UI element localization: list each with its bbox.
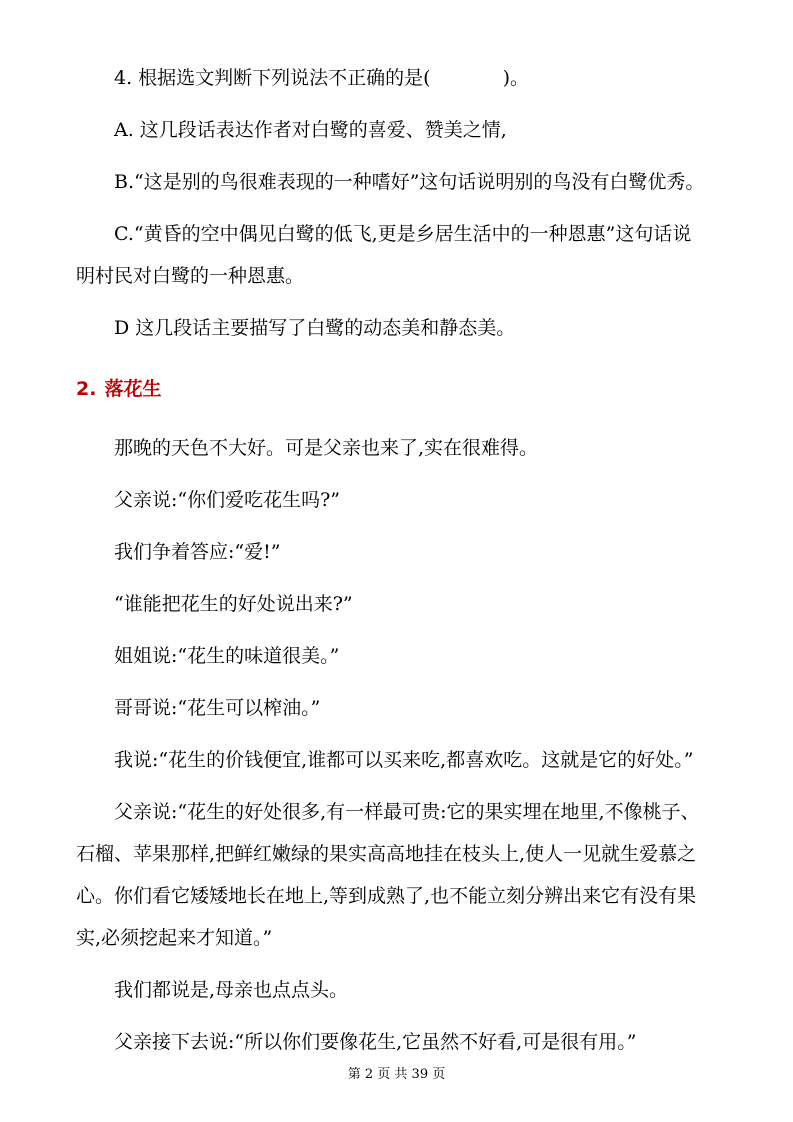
question-4-stem bbox=[114, 66, 529, 90]
paragraph-8-line1: 父亲说:“花生的好处很多,有一样最可贵:它的果实埋在地里,不像桃子、 bbox=[114, 801, 700, 823]
paragraph-8-line2: 石榴、苹果那样,把鲜红嫩绿的果实高高地挂在枝头上,使人一见就生爱慕之 bbox=[76, 843, 697, 865]
option-d: D 这几段话主要描写了白鹭的动态美和静态美。 bbox=[114, 317, 516, 339]
paragraph-8-line4: 实,必须挖起来才知道。” bbox=[76, 927, 273, 949]
paragraph-2: 父亲说:“你们爱吃花生吗?” bbox=[114, 489, 341, 511]
paragraph-6: 哥哥说:“花生可以榨油。” bbox=[114, 697, 321, 719]
section-2-title: 落花生 bbox=[104, 378, 162, 400]
question-4-stem-before: 4. 根据选文判断下列说法不正确的是( bbox=[114, 67, 431, 89]
option-c-line1: C.“黄昏的空中偶见白鹭的低飞,更是乡居生活中的一种恩惠”这句话说 bbox=[114, 223, 692, 245]
paragraph-9: 我们都说是,母亲也点点头。 bbox=[114, 979, 349, 1001]
paragraph-3: 我们争着答应:“爱!” bbox=[114, 541, 281, 563]
page-footer: 第 2 页 共 39 页 bbox=[347, 1067, 446, 1082]
paragraph-1: 那晚的天色不大好。可是父亲也来了,实在很难得。 bbox=[114, 437, 539, 459]
paragraph-10: 父亲接下去说:“所以你们要像花生,它虽然不好看,可是很有用。” bbox=[114, 1031, 637, 1053]
paragraph-8-line3: 心。你们看它矮矮地长在地上,等到成熟了,也不能立刻分辨出来它有没有果 bbox=[76, 885, 697, 907]
option-a: A. 这几段话表达作者对白鹭的喜爱、赞美之情, bbox=[114, 119, 507, 141]
paragraph-5: 姐姐说:“花生的味道很美。” bbox=[114, 645, 340, 667]
paragraph-7: 我说:“花生的价钱便宜,谁都可以买来吃,都喜欢吃。这就是它的好处。” bbox=[114, 749, 694, 771]
option-c-line2: 明村民对白鹭的一种恩惠。 bbox=[76, 265, 305, 287]
option-b: B.“这是别的鸟很难表现的一种嗜好”这句话说明别的鸟没有白鹭优秀。 bbox=[114, 171, 705, 193]
section-2-heading bbox=[76, 377, 161, 401]
question-4-stem-after: )。 bbox=[502, 67, 530, 89]
paragraph-4: “谁能把花生的好处说出来?” bbox=[114, 593, 353, 615]
section-2-number: 2. bbox=[76, 378, 97, 400]
